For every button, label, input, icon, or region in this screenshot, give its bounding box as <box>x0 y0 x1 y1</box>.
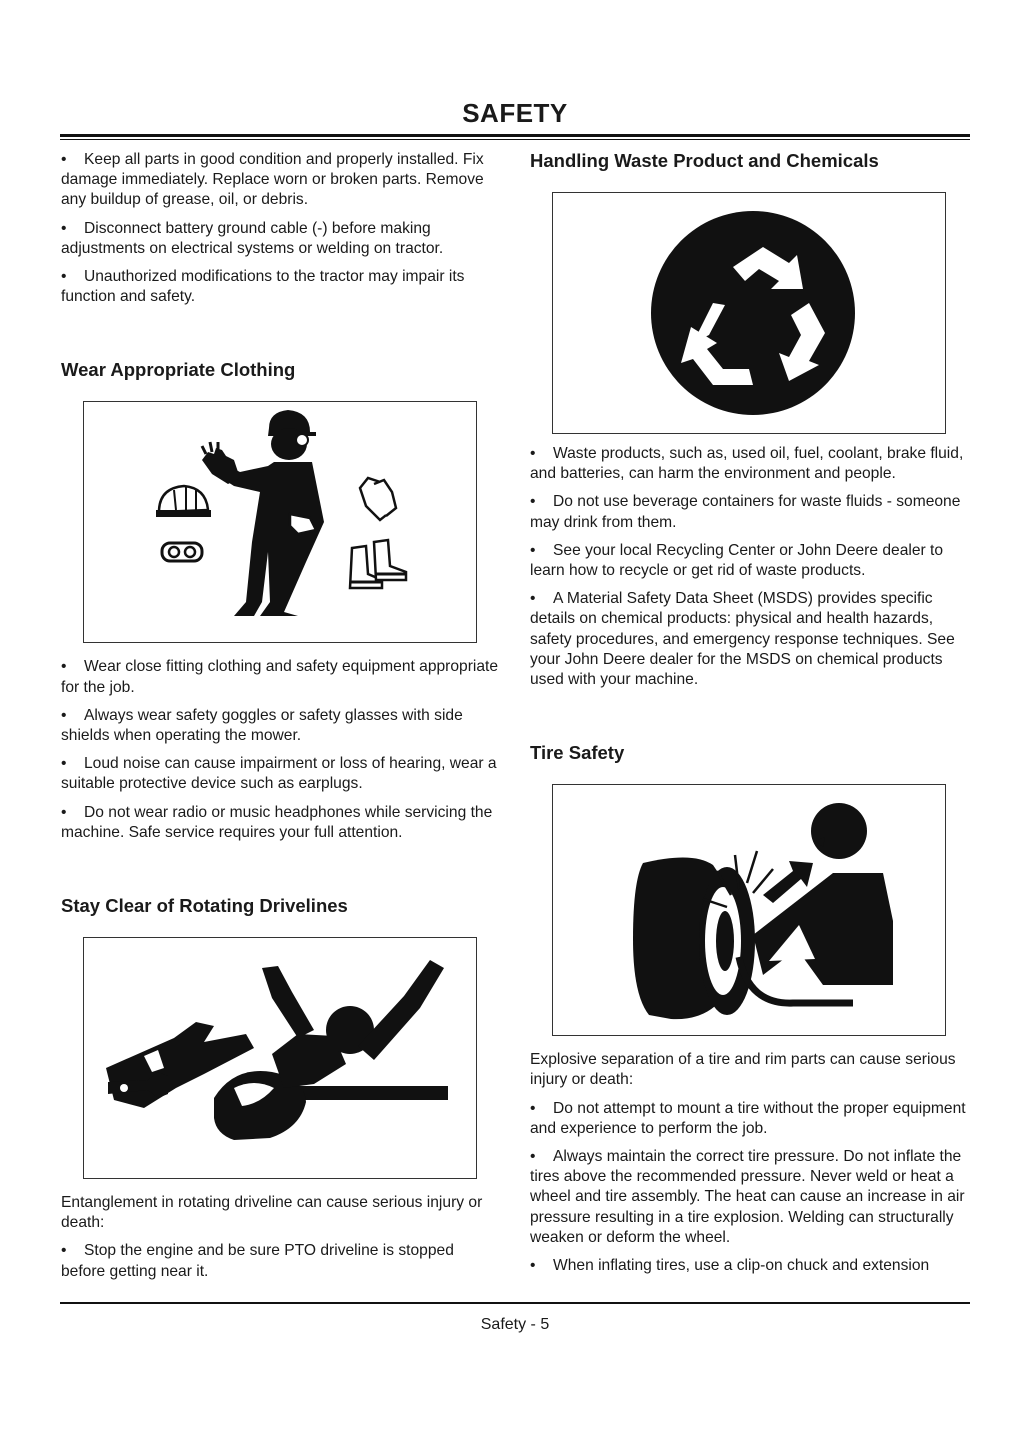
bullet-goggles: • Always wear safety goggles or safety glasses with side shields when operating the mower. <box>61 706 501 746</box>
footer-rule <box>60 1302 970 1304</box>
heading-clothing: Wear Appropriate Clothing <box>61 359 296 381</box>
header-rule-thick <box>60 134 970 137</box>
left-column <box>61 150 501 1290</box>
page-footer: Safety - 5 <box>480 1316 550 1333</box>
heading-driveline: Stay Clear of Rotating Drivelines <box>61 895 348 917</box>
header-rule-thin <box>60 139 970 140</box>
bullet-noise: • Loud noise can cause impairment or loss of hearing, wear a suitable protective device such as earplugs. <box>61 754 501 794</box>
bullet-beverage-containers: • Do not use beverage containers for waste fluids - someone may drink from them. <box>530 492 970 532</box>
heading-waste: Handling Waste Product and Chemicals <box>530 150 879 171</box>
page-title: SAFETY <box>462 98 568 128</box>
protective-gear-icon <box>84 402 478 644</box>
bullet-recycling-center: • See your local Recycling Center or John Deere dealer to learn how to recycle or get rid of waste products. <box>530 541 970 581</box>
driveline-entanglement-icon <box>84 938 478 1180</box>
heading-tire: Tire Safety <box>530 742 625 764</box>
bullet-waste-products: • Waste products, such as, used oil, fuel, coolant, brake fluid, and batteries, can harm the environment and people. <box>530 444 970 484</box>
driveline-intro: Entanglement in rotating driveline can cause serious injury or death: <box>61 1194 483 1232</box>
recycle-icon <box>553 193 947 435</box>
bullet-mount-tire: • Do not attempt to mount a tire without the proper equipment and experience to perform the job. <box>530 1099 970 1139</box>
bullet-tire-pressure: • Always maintain the correct tire pressure. Do not inflate the tires above the recommended pressure. Never weld or heat a wheel and tire assembly. The heat can cause an increase in air pressure resulting in a tire explosion. Welding can structurally weaken or deform the wheel. <box>530 1147 970 1248</box>
bullet-msds: • A Material Safety Data Sheet (MSDS) provides specific details on chemical products: physical and health hazards, safety procedures, and emergency response techniques. See your John Deere dealer for the MSDS on chemical products used with your machine. <box>530 589 970 690</box>
recycling-illustration <box>552 192 946 434</box>
right-column <box>530 150 970 1284</box>
bullet-close-fitting: • Wear close fitting clothing and safety equipment appropriate for the job. <box>61 657 501 697</box>
bullet-inflating: • When inflating tires, use a clip-on chuck and extension <box>530 1256 970 1276</box>
driveline-illustration <box>83 937 477 1179</box>
tire-explosion-icon <box>553 785 947 1037</box>
bullet-keep-parts: • Keep all parts in good condition and properly installed. Fix damage immediately. Replace worn or broken parts. Remove any buildup of grease, oil, or debris. <box>61 150 501 211</box>
tire-illustration <box>552 784 946 1036</box>
bullet-headphones: • Do not wear radio or music headphones while servicing the machine. Safe service requires your full attention. <box>61 803 501 843</box>
bullet-unauthorized-mods: • Unauthorized modifications to the tractor may impair its function and safety. <box>61 267 501 307</box>
bullet-stop-engine: • Stop the engine and be sure PTO driveline is stopped before getting near it. <box>61 1241 501 1281</box>
tire-intro: Explosive separation of a tire and rim parts can cause serious injury or death: <box>530 1051 956 1089</box>
clothing-illustration <box>83 401 477 643</box>
bullet-disconnect-battery: • Disconnect battery ground cable (-) before making adjustments on electrical systems or welding on tractor. <box>61 219 501 259</box>
